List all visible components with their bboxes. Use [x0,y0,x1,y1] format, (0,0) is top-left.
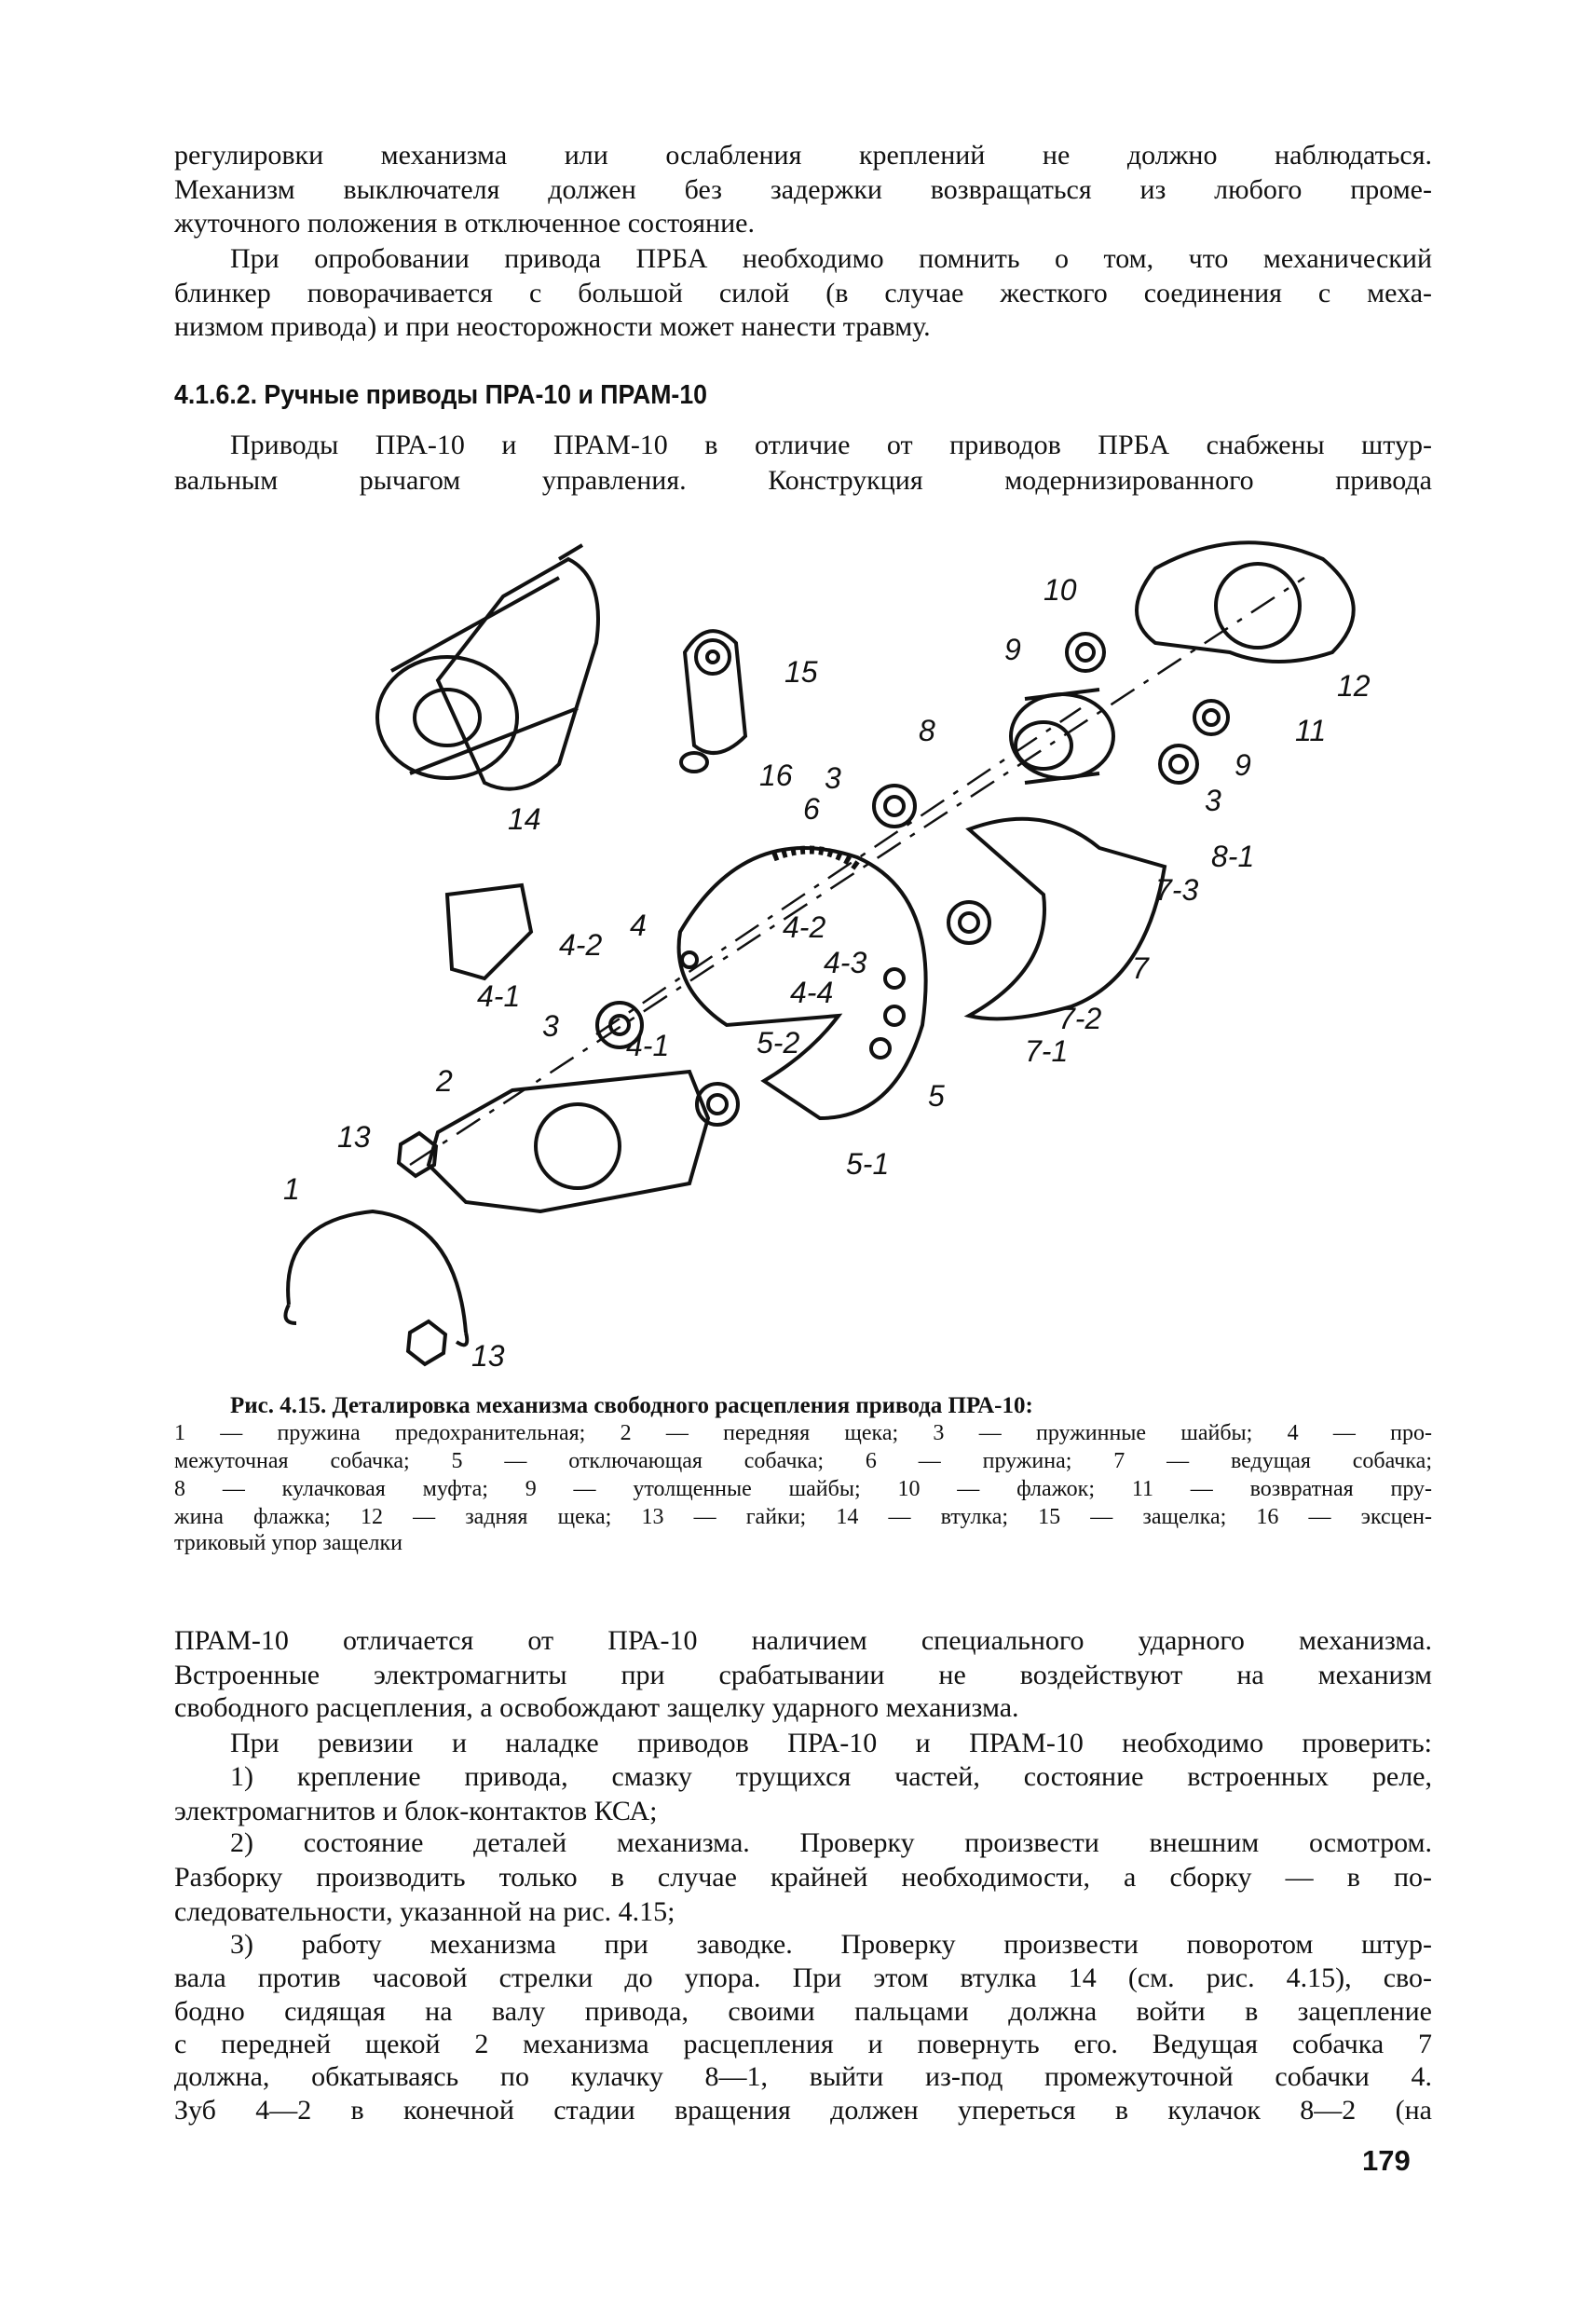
figure-caption-line: межуточная собачка; 5 — отключающая собачка; 6 — пружина; 7 — ведущая собачка; [174,1449,1432,1473]
rear-cheek-12 [1137,542,1354,662]
part-label: 11 [1295,714,1327,747]
pawl-7 [969,819,1165,1019]
text-line: Приводы ПРА-10 и ПРАМ-10 в отличие от приводов ПРБА снабжены штур- [230,430,1432,460]
part-label: 4-3 [824,946,867,979]
part-label: 7-1 [1025,1034,1069,1068]
text-line: 1) крепление привода, смазку трущихся частей, состояние встроенных реле, [230,1761,1432,1792]
part-label: 14 [508,802,541,836]
part-label: 9 [1235,748,1251,782]
part-label: 3 [1205,784,1221,817]
part-label: 4-4 [790,976,834,1009]
text-line: Встроенные электромагниты при срабатывании не воздействуют на механизм [174,1660,1432,1690]
text-line: блинкер поворачивается с большой силой (в случае жесткого соединения с меха- [174,278,1432,308]
part-label: 6 [803,792,820,826]
cam-coupling-8 [1011,690,1113,783]
part-label: 10 [1044,573,1077,607]
text-line: 3) работу механизма при заводке. Проверку произвести поворотом штур- [230,1929,1432,1960]
part-label: 4-2 [783,910,826,944]
text-line: Механизм выключателя должен без задержки возвращаться из любого проме- [174,174,1432,205]
bushing-14 [377,545,598,789]
text-line: Разборку производить только в случае крайней необходимости, а сборку — в по- [174,1862,1432,1893]
text-line: должна, обкатываясь по кулачку 8—1, выйти из-под промежуточной собачки 4. [174,2061,1432,2092]
section-heading: 4.1.6.2. Ручные приводы ПРА-10 и ПРАМ-10 [174,380,707,410]
part-label: 7-2 [1058,1002,1102,1035]
figure-caption-title: Рис. 4.15. Деталировка механизма свободного расцепления привода ПРА-10: [230,1393,1033,1418]
part-label: 4-2 [559,928,603,962]
text-line: с передней щекой 2 механизма расцепления и повернуть его. Ведущая собачка 7 [174,2029,1432,2059]
spring-1 [285,1211,467,1345]
front-cheek-hole [536,1104,620,1188]
text-line: низмом привода) и при неосторожности может нанести травму. [174,311,931,342]
text-line: При ревизии и наладке приводов ПРА-10 и ПРАМ-10 необходимо проверить: [230,1728,1432,1758]
exploded-view-figure [0,522,1596,1388]
part-label: 5 [928,1079,945,1113]
figure-caption-line: 1 — пружина предохранительная; 2 — передняя щека; 3 — пружинные шайбы; 4 — про- [174,1421,1432,1445]
part-label: 5-2 [757,1026,800,1060]
text-line: 2) состояние деталей механизма. Проверку произвести внешним осмотром. [230,1827,1432,1858]
part-label: 9 [1004,633,1021,666]
part-label: 3 [542,1009,559,1043]
text-line: электромагнитов и блок-контактов КСА; [174,1796,658,1826]
part-label: 8-1 [1211,840,1255,873]
part-label: 5-1 [846,1147,890,1181]
figure-caption-line: 8 — кулачковая муфта; 9 — утолщенные шайбы; 10 — флажок; 11 — возвратная пру- [174,1477,1432,1501]
plate-4-2 [447,885,531,978]
text-line: ПРАМ-10 отличается от ПРА-10 наличием специального ударного механизма. [174,1625,1432,1656]
text-line: При опробовании привода ПРБА необходимо помнить о том, что механический [230,243,1432,274]
part-label: 1 [283,1172,300,1206]
figure-caption-line: триковый упор защелки [174,1531,402,1555]
figure-labels [283,573,1371,1373]
text-line: вала против часовой стрелки до упора. При этом втулка 14 (см. рис. 4.15), сво- [174,1962,1432,1993]
part-label: 13 [337,1120,371,1154]
part-label: 7-3 [1155,873,1199,907]
text-line: регулировки механизма или ослабления креплений не должно наблюдаться. [174,140,1432,171]
figure-drawing [285,542,1353,1364]
part-label: 2 [436,1064,453,1098]
part-label: 4 [630,909,647,942]
part-label: 16 [759,759,793,792]
part-label: 12 [1337,669,1371,703]
part-label: 7 [1132,951,1149,985]
part-label: 4-1 [626,1029,670,1062]
text-line: жуточного положения в отключенное состояние. [174,208,755,239]
latch-15 [681,631,745,772]
text-line: бодно сидящая на валу привода, своими пальцами должна войти в зацепление [174,1996,1432,2027]
text-line: Зуб 4—2 в конечной стадии вращения должен упереться в кулачок 8—2 (на [174,2095,1432,2126]
text-line: вальным рычагом управления. Конструкция модернизированного привода [174,465,1432,496]
part-label: 4-1 [477,979,521,1013]
text-line: следовательности, указанной на рис. 4.15; [174,1896,675,1927]
part-label: 3 [825,761,841,795]
part-label: 13 [471,1339,505,1373]
figure-caption-line: жина флажка; 12 — задняя щека; 13 — гайки; 14 — втулка; 15 — защелка; 16 — эксцен- [174,1505,1432,1529]
part-label: 15 [784,655,818,689]
page-number: 179 [1362,2144,1411,2177]
front-cheek-2 [429,1072,708,1211]
text-line: свободного расцепления, а освобождают защелку ударного механизма. [174,1692,1019,1723]
part-label: 8 [919,714,935,747]
